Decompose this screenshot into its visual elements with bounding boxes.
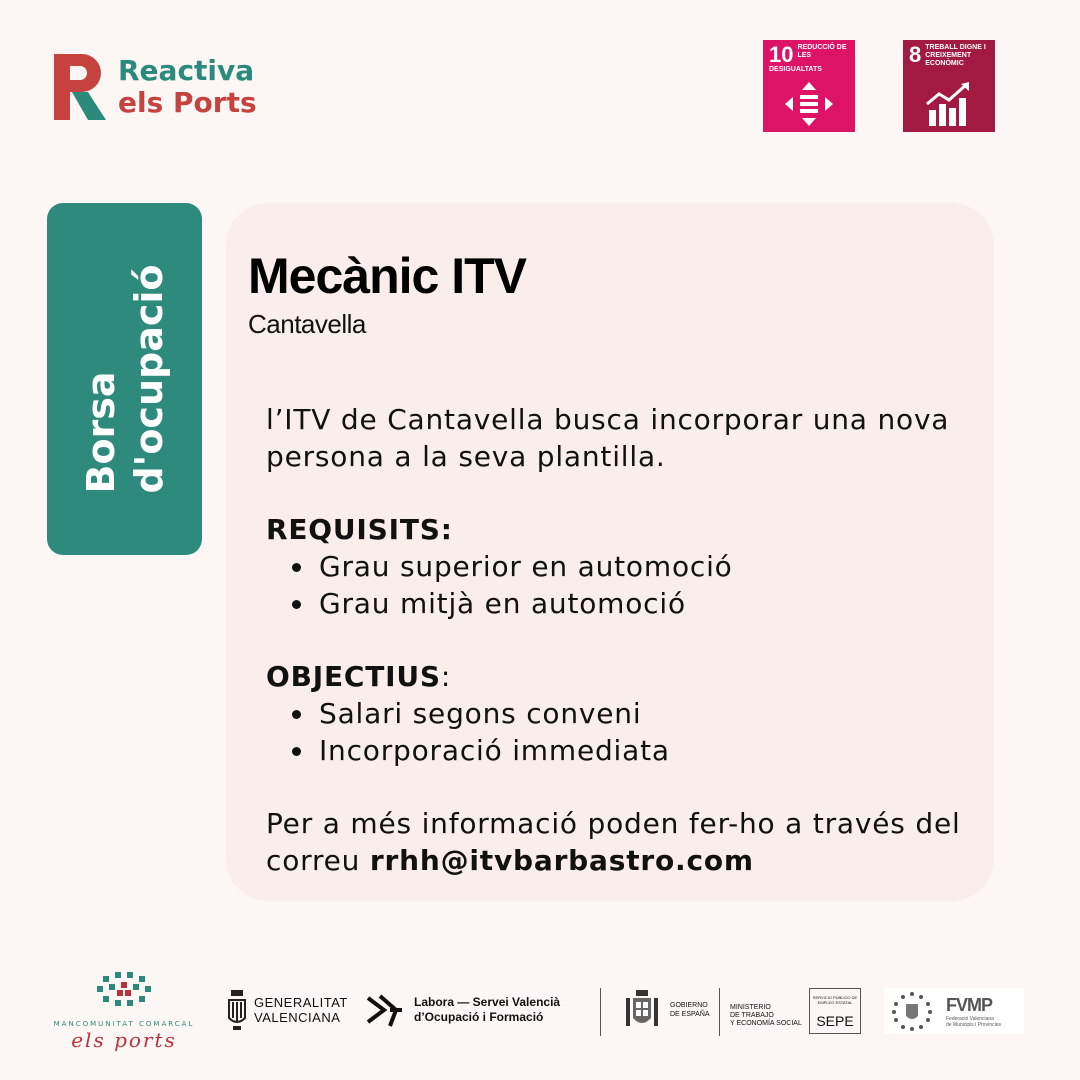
gobierno-logo <box>624 988 710 1032</box>
mancomunitat-mark-icon <box>89 970 159 1010</box>
spain-crest-icon <box>624 988 660 1032</box>
job-offer-card <box>226 203 994 901</box>
divider <box>719 988 720 1036</box>
ministerio-line3: Y ECONOMÍA SOCIAL <box>730 1020 802 1027</box>
ministerio-label <box>730 1004 802 1028</box>
requirements-list <box>266 548 966 622</box>
labora-line2: d’Ocupació i Formació <box>414 1010 544 1024</box>
labora-logo <box>366 992 560 1028</box>
mancomunitat-logo <box>38 970 210 1050</box>
reactiva-r-icon <box>54 54 106 120</box>
labora-line1: Labora — Servei Valencià <box>414 995 561 1009</box>
sdg-8-number: 8 <box>909 42 922 67</box>
side-tab-line1: Borsa <box>78 371 123 494</box>
list-item: Grau mitjà en automoció <box>266 585 966 622</box>
brand-line1: Reactiva <box>118 54 255 87</box>
sdg-10-label: REDUCCIÓ DE LES DESIGUALTATS <box>769 44 847 73</box>
contact-email: rrhh@itvbarbastro.com <box>369 844 754 877</box>
sdg-8-label: TREBALL DIGNE I CREIXEMENT ECONÒMIC <box>925 44 986 67</box>
job-description <box>266 401 966 879</box>
sdg-10-number: 10 <box>769 42 794 67</box>
equality-icon <box>763 82 855 126</box>
sdg-10-tile <box>763 40 855 132</box>
gva-line2: VALENCIANA <box>254 1010 341 1025</box>
fvmp-name: FVMP <box>946 994 993 1015</box>
generalitat-crest-icon <box>226 988 248 1032</box>
fvmp-stars-icon <box>888 990 936 1032</box>
ministerio-line2: DE TRABAJO <box>730 1012 774 1019</box>
requirements-heading: REQUISITS: <box>266 513 453 546</box>
list-item: Incorporació immediata <box>266 732 966 769</box>
gobierno-line2: DE ESPAÑA <box>670 1011 710 1018</box>
contact-info <box>266 805 966 879</box>
sponsor-logos <box>0 970 1080 1050</box>
mancomunitat-caption: MANCOMUNITAT COMARCAL <box>53 1020 195 1028</box>
job-intro: l’ITV de Cantavella busca incorporar una nova persona a la seva plantilla. <box>266 403 950 473</box>
sepe-name: SEPE <box>816 1013 854 1029</box>
side-tab-line2: d'ocupació <box>126 264 171 494</box>
divider <box>600 988 601 1036</box>
growth-chart-icon <box>903 82 995 126</box>
labora-mark-icon <box>366 992 404 1028</box>
sepe-logo <box>809 988 861 1034</box>
objectives-heading-row <box>266 658 966 695</box>
list-item: Salari segons conveni <box>266 695 966 732</box>
list-item: Grau superior en automoció <box>266 548 966 585</box>
fvmp-line2: de Municipis i Províncies <box>946 1021 1002 1028</box>
objectives-colon: : <box>440 660 452 693</box>
borsa-ocupacio-tab <box>47 203 202 555</box>
job-location: Cantavella <box>248 309 366 339</box>
sdg-8-tile <box>903 40 995 132</box>
gva-line1: GENERALITAT <box>254 995 348 1010</box>
fvmp-logo <box>884 988 1024 1034</box>
ministerio-line1: MINISTERIO <box>730 1004 771 1011</box>
generalitat-logo <box>226 988 348 1032</box>
gobierno-line1: GOBIERNO <box>670 1002 708 1009</box>
sepe-small: SERVICIO PÚBLICO DE EMPLEO ESTATAL <box>812 995 858 1005</box>
job-title: Mecànic ITV <box>248 248 526 304</box>
objectives-list <box>266 695 966 769</box>
contact-text: Per a més informació poden fer-ho a través del correu <box>266 807 961 877</box>
reactiva-logo <box>54 52 257 122</box>
mancomunitat-name: els ports <box>71 1028 177 1052</box>
fvmp-line1: Federació Valenciana <box>946 1015 994 1022</box>
brand-line2: els Ports <box>118 86 257 119</box>
objectives-heading: OBJECTIUS <box>266 660 441 693</box>
